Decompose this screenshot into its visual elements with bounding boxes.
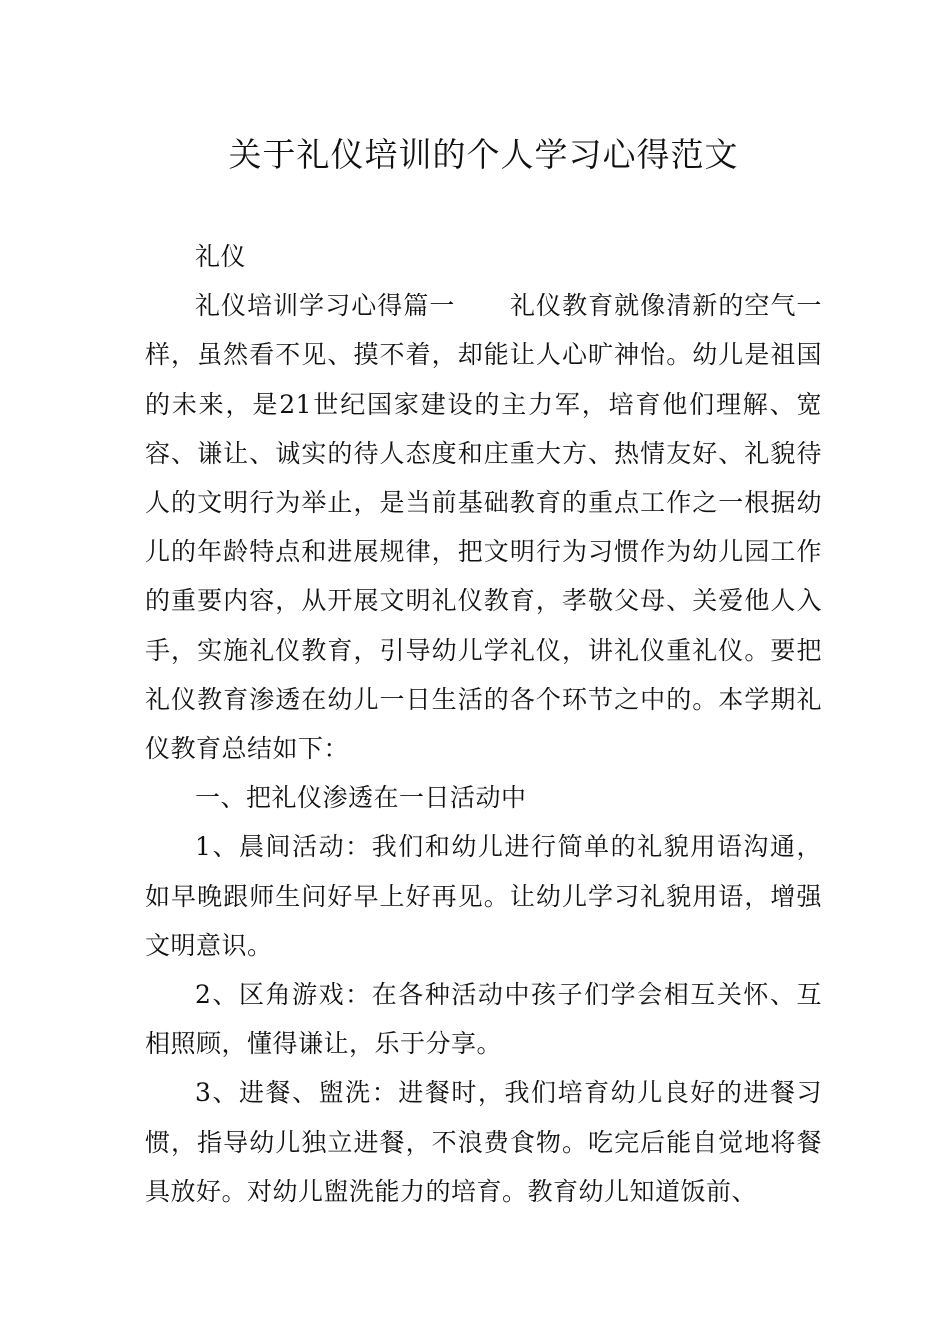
paragraph-item-3: 3、进餐、盥洗：进餐时，我们培育幼儿良好的进餐习惯，指导幼儿独立进餐，不浪费食物。吃完后能自觉地将餐具放好。对幼儿盥洗能力的培育。教育幼儿知道饭前、 bbox=[145, 1078, 822, 1206]
paragraph-liyi: 礼仪 bbox=[195, 242, 247, 271]
document-title: 关于礼仪培训的个人学习心得范文 bbox=[228, 135, 739, 174]
paragraph-item-1: 1、晨间活动：我们和幼儿进行简单的礼貌用语沟通，如早晚跟师生问好早上好再见。让幼儿学习礼貌用语，增强文明意识。 bbox=[145, 832, 822, 960]
paragraph-intro bbox=[145, 281, 822, 773]
intro-text: 礼仪教育就像清新的空气一样，虽然看不见、摸不着，却能让人心旷神怡。幼儿是祖国的未来，是21世纪国家建设的主力军，培育他们理解、宽容、谦让、诚实的待人态度和庄重大方、热情友好、礼貌待人的文明行为举止，是当前基础教育的重点工作之一根据幼儿的年龄特点和进展规律，把文明行为习惯作为幼儿园工作的重要内容，从开展文明礼仪教育，孝敬父母、关爱他人入手，实施礼仪教育，引导幼儿学礼仪，讲礼仪重礼仪。要把礼仪教育渗透在幼儿一日生活的各个环节之中的。本学期礼仪教育总结如下： bbox=[145, 291, 822, 764]
document-body bbox=[145, 232, 822, 1216]
section-heading-xinde-1: 礼仪培训学习心得篇一 bbox=[195, 291, 456, 321]
paragraph-item-2: 2、区角游戏：在各种活动中孩子们学会相互关怀、互相照顾，懂得谦让，乐于分享。 bbox=[145, 980, 822, 1059]
section-heading-1: 一、把礼仪渗透在一日活动中 bbox=[195, 783, 527, 813]
